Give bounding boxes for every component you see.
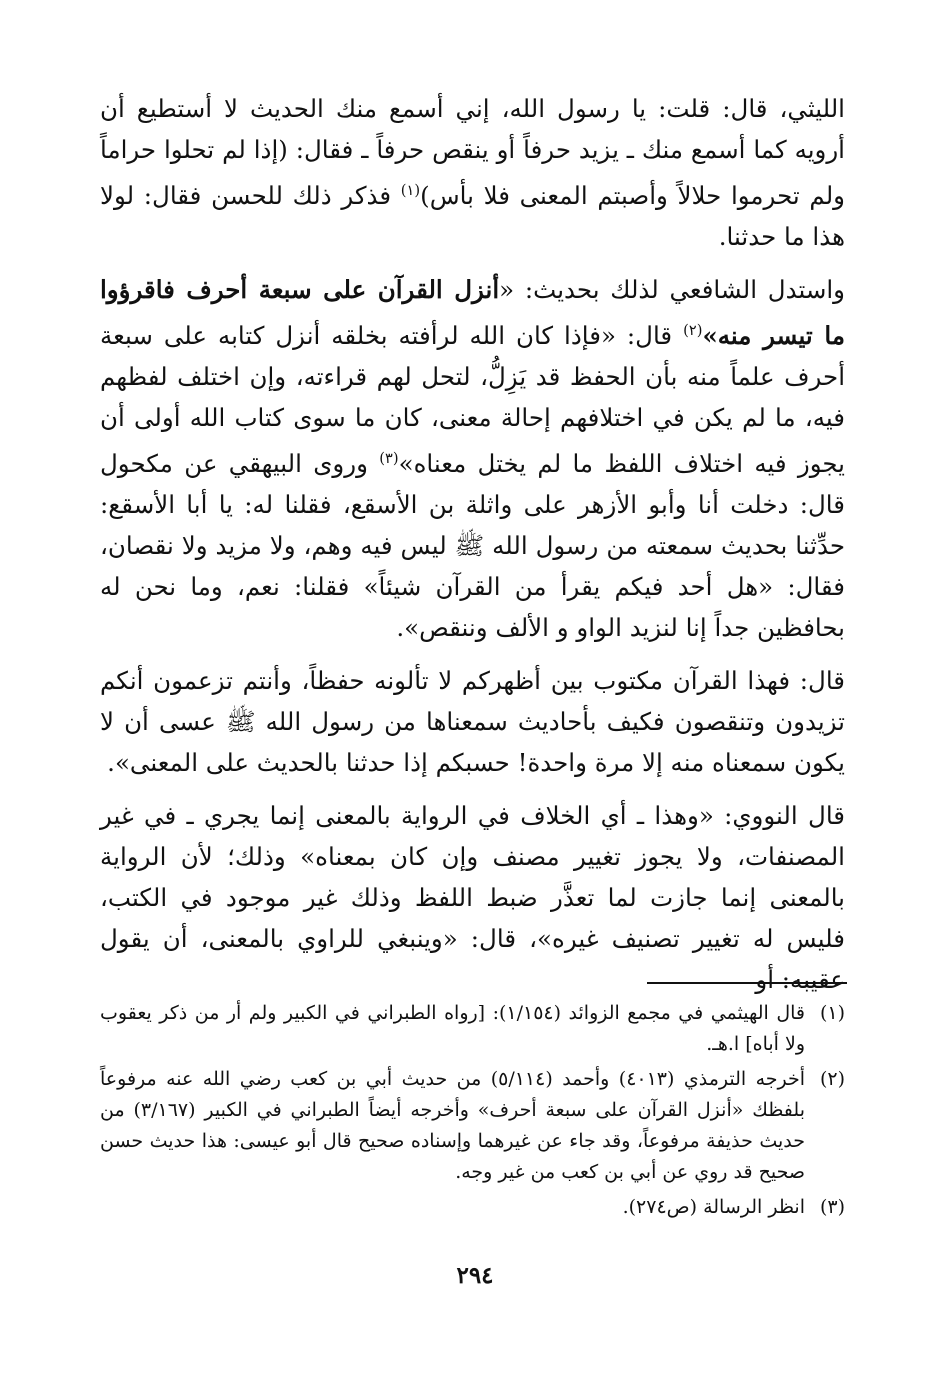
- main-text: [100, 88, 845, 1012]
- footnote-ref-3: (٣): [379, 450, 399, 468]
- footnote-divider: [647, 982, 847, 984]
- footnote-2: [100, 1064, 845, 1188]
- footnote-3: [100, 1192, 845, 1223]
- hadith-quote-close: »: [702, 321, 718, 351]
- hadith-quote: أنزل القرآن على سبعة أحرف فاقرؤوا ما تيسر منه: [100, 275, 845, 351]
- footnotes: [100, 998, 845, 1227]
- paragraph-1-text: الليثي، قال: قلت: يا رسول الله، إني أسمع منك الحديث لا أستطيع أن أرويه كما أسمع منك ـ يزيد حرفاً أو ينقص حرفاً ـ فقال: (إذا لم تحلوا حراماً ولم تحرموا حلالاً وأصبتم المعنى فلا بأس): [100, 94, 845, 211]
- paragraph-1: [100, 88, 845, 257]
- paragraph-2-mid: قال: «فإذا كان الله لرأفته بخلقه أنزل كتابه على سبعة أحرف علماً منه بأن الحفظ قد يَزِلُّ، لتحل لهم قراءته، وإن اختلف لفظهم فيه، ما لم يكن في اختلافهم إحالة معنى، كان ما سوى كتاب الله أولى أن يجوز فيه اختلاف اللفظ ما لم يختل معناه»: [100, 321, 845, 479]
- footnote-text: قال الهيثمي في مجمع الزوائد (١/١٥٤): [رواه الطبراني في الكبير ولم أر من ذكر يعقوب ولا أباه] ا.هـ.: [100, 1002, 805, 1055]
- footnote-text: أخرجه الترمذي (٤٠١٣) وأحمد (٥/١١٤) من حديث أبي بن كعب رضي الله عنه مرفوعاً بلفظك «أنزل القرآن على سبعة أحرف» وأخرجه أيضاً الطبراني في الكبير (٣/١٦٧) من حديث حذيفة مرفوعاً، وقد جاء عن غيرهما وإسناده صحيح قال أبو عيسى: هذا حديث حسن صحيح قد روي عن أبي بن كعب من غير وجه.: [100, 1068, 806, 1183]
- footnote-ref-1: (١): [400, 182, 421, 199]
- footnote-number: (٢): [819, 1068, 845, 1090]
- footnote-1: [100, 998, 845, 1060]
- paragraph-1-end: فذكر ذلك للحسن فقال: لولا هذا ما حدثنا.: [100, 181, 845, 252]
- footnote-number: (٣): [819, 1196, 845, 1218]
- paragraph-4: قال النووي: «وهذا ـ أي الخلاف في الرواية بالمعنى إنما يجري ـ في غير المصنفات، ولا يجوز تغيير مصنف وإن كان بمعناه» وذلك؛ لأن الرواية بالمعنى إنما جازت لما تعذَّر ضبط اللفظ وذلك غير موجود في الكتب، فليس له تغيير تصنيف غيره»، قال: «وينبغي للراوي بالمعنى، أن يقول عقيبه: أو: [100, 801, 845, 995]
- paragraph-2: [100, 269, 845, 648]
- footnote-ref-2: (٢): [683, 322, 703, 340]
- footnote-number: (١): [819, 1002, 845, 1024]
- paragraph-3: قال: فهذا القرآن مكتوب بين أظهركم لا تألونه حفظاً، وأنتم تزعمون أنكم تزيدون وتنقصون فكيف بأحاديث سمعناها من رسول الله ﷺ عسى أن لا يكون سمعناه منه إلا مرة واحدة! حسبكم إذا حدثنا بالحديث على المعنى».: [100, 666, 845, 778]
- paragraph-2-start: واستدل الشافعي لذلك بحديث: «: [499, 275, 846, 305]
- page-number: ٢٩٤: [456, 1262, 494, 1289]
- footnote-text: انظر الرسالة (ص٢٧٤).: [622, 1196, 805, 1218]
- paragraph-2-end: وروى البيهقي عن مكحول قال: دخلت أنا وأبو الأزهر على واثلة بن الأسقع، فقلنا له: يا أبا الأسقع: حدِّثنا بحديث سمعته من رسول الله ﷺ ليس فيه وهم، ولا مزيد ولا نقصان، فقال: «هل أحد فيكم يقرأ من القرآن شيئاً» فقلنا: نعم، وما نحن له بحافظين جداً إنا لنزيد الواو و الألف وننقص».: [100, 449, 845, 643]
